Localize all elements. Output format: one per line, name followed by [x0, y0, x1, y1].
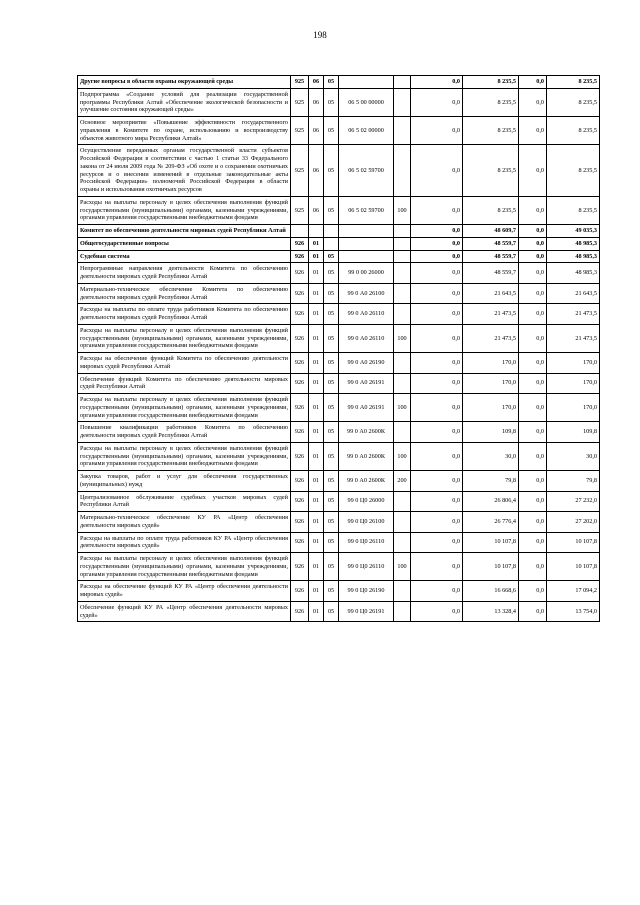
row-value-4-cell: 170,0 [547, 353, 600, 374]
row-name-cell: Повышение квалификации работников Комитета по обеспечению деятельности мировых судей Республики Алтай [78, 422, 291, 443]
row-name-cell: Осуществление переданных органам государственной власти субъектов Российской Федерации в соответствии с частью 1 статьи 33 Федерального закона от 24 июля 2009 года № 209-ФЗ «Об охоте и о сохранении охотничьих ресурсов и о внесении изменений в отдельные законодательные акты Российской Федерации» полномочий Российской Федерации в области охраны и использования охотничьих ресурсов [78, 145, 291, 197]
row-value-4-cell: 8 235,5 [547, 196, 600, 224]
row-value-2-cell: 109,8 [463, 422, 519, 443]
row-value-1-cell: 0,0 [411, 394, 463, 422]
row-grbs-cell [291, 225, 309, 238]
row-value-1-cell: 0,0 [411, 512, 463, 533]
row-subsection-cell [324, 237, 339, 250]
row-expense-type-cell [394, 601, 411, 622]
row-value-3-cell: 0,0 [519, 394, 547, 422]
table-row [78, 373, 600, 394]
row-value-2-cell: 48 559,7 [463, 250, 519, 263]
row-subsection-cell: 05 [324, 512, 339, 533]
page-number: 198 [313, 30, 327, 40]
row-value-4-cell: 21 473,5 [547, 304, 600, 325]
row-value-2-cell: 13 328,4 [463, 601, 519, 622]
table-row [78, 353, 600, 374]
row-value-1-cell: 0,0 [411, 237, 463, 250]
row-value-1-cell: 0,0 [411, 250, 463, 263]
row-value-2-cell: 79,8 [463, 471, 519, 492]
row-subsection-cell: 05 [324, 324, 339, 352]
row-grbs-cell: 926 [291, 353, 309, 374]
row-section-cell: 01 [309, 581, 324, 602]
row-value-1-cell: 0,0 [411, 145, 463, 197]
row-section-cell: 06 [309, 196, 324, 224]
row-grbs-cell: 926 [291, 471, 309, 492]
row-section-cell: 06 [309, 117, 324, 145]
row-name-cell: Непрограммные направления деятельности Комитета по обеспечению деятельности мировых судей Республики Алтай [78, 263, 291, 284]
row-target-article-cell: 99 0 А0 2600К [339, 471, 394, 492]
row-value-4-cell: 21 473,5 [547, 324, 600, 352]
row-section-cell: 01 [309, 512, 324, 533]
row-subsection-cell: 05 [324, 250, 339, 263]
row-expense-type-cell: 100 [394, 324, 411, 352]
table-row [78, 512, 600, 533]
table-row [78, 225, 600, 238]
row-value-4-cell: 170,0 [547, 394, 600, 422]
row-value-2-cell: 170,0 [463, 373, 519, 394]
row-section-cell: 01 [309, 237, 324, 250]
row-value-1-cell: 0,0 [411, 532, 463, 553]
row-grbs-cell: 926 [291, 553, 309, 581]
row-grbs-cell: 926 [291, 373, 309, 394]
row-value-2-cell: 21 473,5 [463, 304, 519, 325]
row-grbs-cell: 926 [291, 237, 309, 250]
row-name-cell: Комитет по обеспечению деятельности мировых судей Республики Алтай [78, 225, 291, 238]
row-section-cell: 06 [309, 76, 324, 89]
row-name-cell: Общегосударственные вопросы [78, 237, 291, 250]
row-value-3-cell: 0,0 [519, 304, 547, 325]
row-name-cell: Расходы на выплаты персоналу в целях обеспечения выполнения функций государственными (муниципальными) органами, казенными учреждениями, органами управления государственными внебюджетными фондами [78, 196, 291, 224]
row-value-1-cell: 0,0 [411, 324, 463, 352]
row-subsection-cell: 05 [324, 491, 339, 512]
row-value-2-cell: 48 559,7 [463, 237, 519, 250]
row-value-3-cell: 0,0 [519, 145, 547, 197]
row-target-article-cell: 99 0 А0 26190 [339, 353, 394, 374]
row-target-article-cell [339, 76, 394, 89]
row-grbs-cell: 925 [291, 196, 309, 224]
table-body [78, 76, 600, 622]
row-name-cell: Материально-техническое обеспечение КУ РА «Центр обеспечения деятельности мировых судей» [78, 512, 291, 533]
row-value-2-cell: 26 806,4 [463, 491, 519, 512]
row-value-4-cell: 30,0 [547, 442, 600, 470]
row-subsection-cell: 05 [324, 117, 339, 145]
row-value-3-cell: 0,0 [519, 225, 547, 238]
row-value-4-cell: 27 202,0 [547, 512, 600, 533]
row-expense-type-cell: 200 [394, 471, 411, 492]
row-value-4-cell: 10 107,8 [547, 553, 600, 581]
row-name-cell: Расходы на выплаты персоналу в целях обеспечения выполнения функций государственными (муниципальными) органами, казенными учреждениями, органами управления государственными внебюджетными фондами [78, 324, 291, 352]
row-section-cell: 01 [309, 304, 324, 325]
table-row [78, 581, 600, 602]
row-value-1-cell: 0,0 [411, 601, 463, 622]
row-value-1-cell: 0,0 [411, 553, 463, 581]
row-value-3-cell: 0,0 [519, 422, 547, 443]
row-value-3-cell: 0,0 [519, 471, 547, 492]
row-expense-type-cell [394, 532, 411, 553]
row-target-article-cell: 99 0 Ц0 26110 [339, 532, 394, 553]
row-subsection-cell: 05 [324, 532, 339, 553]
row-subsection-cell: 05 [324, 581, 339, 602]
row-target-article-cell: 99 0 А0 26100 [339, 283, 394, 304]
budget-table [77, 75, 600, 622]
row-value-3-cell: 0,0 [519, 237, 547, 250]
row-value-3-cell: 0,0 [519, 553, 547, 581]
row-value-2-cell: 26 776,4 [463, 512, 519, 533]
row-expense-type-cell [394, 422, 411, 443]
row-value-1-cell: 0,0 [411, 283, 463, 304]
row-value-3-cell: 0,0 [519, 196, 547, 224]
row-value-3-cell: 0,0 [519, 601, 547, 622]
row-subsection-cell: 05 [324, 553, 339, 581]
table-row [78, 88, 600, 116]
row-value-1-cell: 0,0 [411, 117, 463, 145]
row-expense-type-cell [394, 283, 411, 304]
row-target-article-cell: 06 5 02 00000 [339, 117, 394, 145]
row-target-article-cell: 99 0 А0 26110 [339, 324, 394, 352]
row-target-article-cell: 99 0 00 26000 [339, 263, 394, 284]
table-row [78, 117, 600, 145]
row-name-cell: Обеспечение функций КУ РА «Центр обеспечения деятельности мировых судей» [78, 601, 291, 622]
row-value-3-cell: 0,0 [519, 283, 547, 304]
table-row [78, 553, 600, 581]
row-value-1-cell: 0,0 [411, 442, 463, 470]
table-row [78, 491, 600, 512]
row-grbs-cell: 926 [291, 283, 309, 304]
table-row [78, 422, 600, 443]
row-value-2-cell: 170,0 [463, 394, 519, 422]
row-target-article-cell: 99 0 Ц0 26191 [339, 601, 394, 622]
row-target-article-cell: 06 5 02 59700 [339, 196, 394, 224]
row-value-3-cell: 0,0 [519, 373, 547, 394]
row-name-cell: Расходы на обеспечение функций Комитета по обеспечению деятельности мировых судей Республики Алтай [78, 353, 291, 374]
row-value-3-cell: 0,0 [519, 532, 547, 553]
row-section-cell: 01 [309, 263, 324, 284]
row-value-3-cell: 0,0 [519, 88, 547, 116]
row-expense-type-cell [394, 117, 411, 145]
row-grbs-cell: 926 [291, 601, 309, 622]
row-value-1-cell: 0,0 [411, 353, 463, 374]
row-name-cell: Материально-техническое обеспечение Комитета по обеспечению деятельности мировых судей Республики Алтай [78, 283, 291, 304]
row-value-4-cell: 17 094,2 [547, 581, 600, 602]
row-expense-type-cell [394, 145, 411, 197]
row-grbs-cell: 925 [291, 145, 309, 197]
row-subsection-cell: 05 [324, 373, 339, 394]
row-value-4-cell: 27 232,0 [547, 491, 600, 512]
row-name-cell: Другие вопросы в области охраны окружающей среды [78, 76, 291, 89]
row-subsection-cell: 05 [324, 442, 339, 470]
row-value-3-cell: 0,0 [519, 491, 547, 512]
table-row [78, 237, 600, 250]
row-subsection-cell: 05 [324, 145, 339, 197]
row-target-article-cell: 06 5 00 00000 [339, 88, 394, 116]
row-name-cell: Расходы на выплаты по оплате труда работников КУ РА «Центр обеспечения деятельности мировых судей» [78, 532, 291, 553]
row-expense-type-cell [394, 373, 411, 394]
row-grbs-cell: 926 [291, 324, 309, 352]
row-name-cell: Подпрограмма «Создание условий для реализации государственной программы Республики Алтай «Обеспечение экологической безопасности и улучшение состояния окружающей среды» [78, 88, 291, 116]
row-value-2-cell: 8 235,5 [463, 117, 519, 145]
table-row [78, 145, 600, 197]
row-expense-type-cell [394, 581, 411, 602]
row-expense-type-cell: 100 [394, 196, 411, 224]
row-value-4-cell: 8 235,5 [547, 88, 600, 116]
row-target-article-cell: 99 0 Ц0 26110 [339, 553, 394, 581]
row-value-3-cell: 0,0 [519, 324, 547, 352]
row-value-4-cell: 48 985,3 [547, 237, 600, 250]
table-row [78, 532, 600, 553]
row-value-3-cell: 0,0 [519, 250, 547, 263]
row-section-cell [309, 225, 324, 238]
row-value-2-cell: 8 235,5 [463, 196, 519, 224]
row-subsection-cell: 05 [324, 601, 339, 622]
row-value-1-cell: 0,0 [411, 263, 463, 284]
row-name-cell: Основное мероприятие «Повышение эффективности государственного управления в Комитете по охране, использованию и воспроизводству объектов животного мира Республики Алтай» [78, 117, 291, 145]
row-value-1-cell: 0,0 [411, 76, 463, 89]
table-row [78, 471, 600, 492]
row-grbs-cell: 926 [291, 250, 309, 263]
table-row [78, 76, 600, 89]
row-value-4-cell: 10 107,8 [547, 532, 600, 553]
row-subsection-cell: 05 [324, 88, 339, 116]
row-expense-type-cell [394, 237, 411, 250]
row-expense-type-cell [394, 304, 411, 325]
row-target-article-cell: 06 5 02 59700 [339, 145, 394, 197]
row-section-cell: 01 [309, 394, 324, 422]
row-value-3-cell: 0,0 [519, 117, 547, 145]
row-value-4-cell: 13 754,0 [547, 601, 600, 622]
row-name-cell: Обеспечение функций Комитета по обеспечению деятельности мировых судей Республики Алтай [78, 373, 291, 394]
row-section-cell: 01 [309, 491, 324, 512]
row-value-2-cell: 8 235,5 [463, 88, 519, 116]
row-value-1-cell: 0,0 [411, 422, 463, 443]
table-row [78, 324, 600, 352]
row-value-2-cell: 10 107,8 [463, 553, 519, 581]
row-section-cell: 01 [309, 442, 324, 470]
row-grbs-cell: 926 [291, 304, 309, 325]
table-row [78, 263, 600, 284]
row-value-3-cell: 0,0 [519, 581, 547, 602]
row-name-cell: Централизованное обслуживание судебных участков мировых судей Республики Алтай [78, 491, 291, 512]
row-value-4-cell: 49 035,3 [547, 225, 600, 238]
row-section-cell: 01 [309, 373, 324, 394]
row-value-2-cell: 30,0 [463, 442, 519, 470]
row-value-1-cell: 0,0 [411, 373, 463, 394]
row-value-4-cell: 170,0 [547, 373, 600, 394]
row-subsection-cell: 05 [324, 263, 339, 284]
row-target-article-cell [339, 250, 394, 263]
row-value-2-cell: 170,0 [463, 353, 519, 374]
row-expense-type-cell: 100 [394, 442, 411, 470]
row-expense-type-cell [394, 225, 411, 238]
row-section-cell: 01 [309, 601, 324, 622]
row-section-cell: 01 [309, 532, 324, 553]
row-subsection-cell: 05 [324, 471, 339, 492]
row-target-article-cell: 99 0 А0 2600К [339, 442, 394, 470]
row-grbs-cell: 925 [291, 88, 309, 116]
row-value-4-cell: 8 235,5 [547, 117, 600, 145]
table-row [78, 283, 600, 304]
row-section-cell: 01 [309, 422, 324, 443]
row-section-cell: 01 [309, 353, 324, 374]
row-section-cell: 06 [309, 88, 324, 116]
row-value-4-cell: 21 643,5 [547, 283, 600, 304]
row-expense-type-cell [394, 491, 411, 512]
row-value-2-cell: 48 559,7 [463, 263, 519, 284]
row-value-3-cell: 0,0 [519, 353, 547, 374]
row-expense-type-cell [394, 512, 411, 533]
row-expense-type-cell: 100 [394, 553, 411, 581]
row-expense-type-cell [394, 263, 411, 284]
row-subsection-cell: 05 [324, 283, 339, 304]
row-value-2-cell: 48 609,7 [463, 225, 519, 238]
row-section-cell: 01 [309, 283, 324, 304]
row-value-1-cell: 0,0 [411, 88, 463, 116]
row-expense-type-cell [394, 76, 411, 89]
row-section-cell: 01 [309, 324, 324, 352]
row-name-cell: Закупка товаров, работ и услуг для обеспечения государственных (муниципальных) нужд [78, 471, 291, 492]
row-value-2-cell: 21 473,5 [463, 324, 519, 352]
row-value-4-cell: 48 985,3 [547, 263, 600, 284]
row-value-4-cell: 48 985,3 [547, 250, 600, 263]
row-value-2-cell: 16 668,6 [463, 581, 519, 602]
row-grbs-cell: 926 [291, 581, 309, 602]
table-row [78, 304, 600, 325]
row-target-article-cell: 99 0 А0 26191 [339, 373, 394, 394]
row-name-cell: Расходы на выплаты персоналу в целях обеспечения выполнения функций государственными (муниципальными) органами, казенными учреждениями, органами управления государственными внебюджетными фондами [78, 442, 291, 470]
row-value-2-cell: 8 235,5 [463, 76, 519, 89]
row-value-4-cell: 8 235,5 [547, 145, 600, 197]
row-subsection-cell: 05 [324, 394, 339, 422]
row-section-cell: 01 [309, 471, 324, 492]
table-row [78, 601, 600, 622]
row-name-cell: Расходы на выплаты по оплате труда работников Комитета по обеспечению деятельности мировых судей Республики Алтай [78, 304, 291, 325]
row-expense-type-cell [394, 88, 411, 116]
row-grbs-cell: 926 [291, 263, 309, 284]
row-value-4-cell: 79,8 [547, 471, 600, 492]
row-subsection-cell: 05 [324, 422, 339, 443]
row-target-article-cell: 99 0 А0 2600К [339, 422, 394, 443]
row-subsection-cell: 05 [324, 76, 339, 89]
row-target-article-cell [339, 237, 394, 250]
row-grbs-cell: 926 [291, 394, 309, 422]
row-value-2-cell: 21 643,5 [463, 283, 519, 304]
row-target-article-cell: 99 0 Ц0 26000 [339, 491, 394, 512]
row-value-1-cell: 0,0 [411, 471, 463, 492]
table-row [78, 394, 600, 422]
row-grbs-cell: 925 [291, 117, 309, 145]
row-target-article-cell: 99 0 Ц0 26100 [339, 512, 394, 533]
row-target-article-cell: 99 0 А0 26110 [339, 304, 394, 325]
table-row [78, 442, 600, 470]
row-value-1-cell: 0,0 [411, 581, 463, 602]
row-value-2-cell: 8 235,5 [463, 145, 519, 197]
table-row [78, 250, 600, 263]
row-value-1-cell: 0,0 [411, 491, 463, 512]
row-value-2-cell: 10 107,8 [463, 532, 519, 553]
row-grbs-cell: 926 [291, 422, 309, 443]
row-value-3-cell: 0,0 [519, 263, 547, 284]
row-subsection-cell: 05 [324, 353, 339, 374]
row-expense-type-cell [394, 250, 411, 263]
row-value-4-cell: 109,8 [547, 422, 600, 443]
row-subsection-cell: 05 [324, 196, 339, 224]
row-subsection-cell [324, 225, 339, 238]
row-section-cell: 01 [309, 553, 324, 581]
table-row [78, 196, 600, 224]
row-target-article-cell: 99 0 А0 26191 [339, 394, 394, 422]
row-value-3-cell: 0,0 [519, 512, 547, 533]
row-name-cell: Судебная система [78, 250, 291, 263]
row-value-1-cell: 0,0 [411, 196, 463, 224]
row-grbs-cell: 926 [291, 532, 309, 553]
row-target-article-cell: 99 0 Ц0 26190 [339, 581, 394, 602]
row-value-3-cell: 0,0 [519, 442, 547, 470]
row-target-article-cell [339, 225, 394, 238]
row-expense-type-cell [394, 353, 411, 374]
row-value-4-cell: 8 235,5 [547, 76, 600, 89]
row-grbs-cell: 926 [291, 512, 309, 533]
row-name-cell: Расходы на выплаты персоналу в целях обеспечения выполнения функций государственными (муниципальными) органами, казенными учреждениями, органами управления государственными внебюджетными фондами [78, 553, 291, 581]
row-section-cell: 01 [309, 250, 324, 263]
row-name-cell: Расходы на выплаты персоналу в целях обеспечения выполнения функций государственными (муниципальными) органами, казенными учреждениями, органами управления государственными внебюджетными фондами [78, 394, 291, 422]
row-grbs-cell: 926 [291, 491, 309, 512]
row-subsection-cell: 05 [324, 304, 339, 325]
row-value-1-cell: 0,0 [411, 304, 463, 325]
row-value-3-cell: 0,0 [519, 76, 547, 89]
row-name-cell: Расходы на обеспечение функций КУ РА «Центр обеспечения деятельности мировых судей» [78, 581, 291, 602]
row-grbs-cell: 925 [291, 76, 309, 89]
row-expense-type-cell: 100 [394, 394, 411, 422]
row-value-1-cell: 0,0 [411, 225, 463, 238]
row-section-cell: 06 [309, 145, 324, 197]
row-grbs-cell: 926 [291, 442, 309, 470]
